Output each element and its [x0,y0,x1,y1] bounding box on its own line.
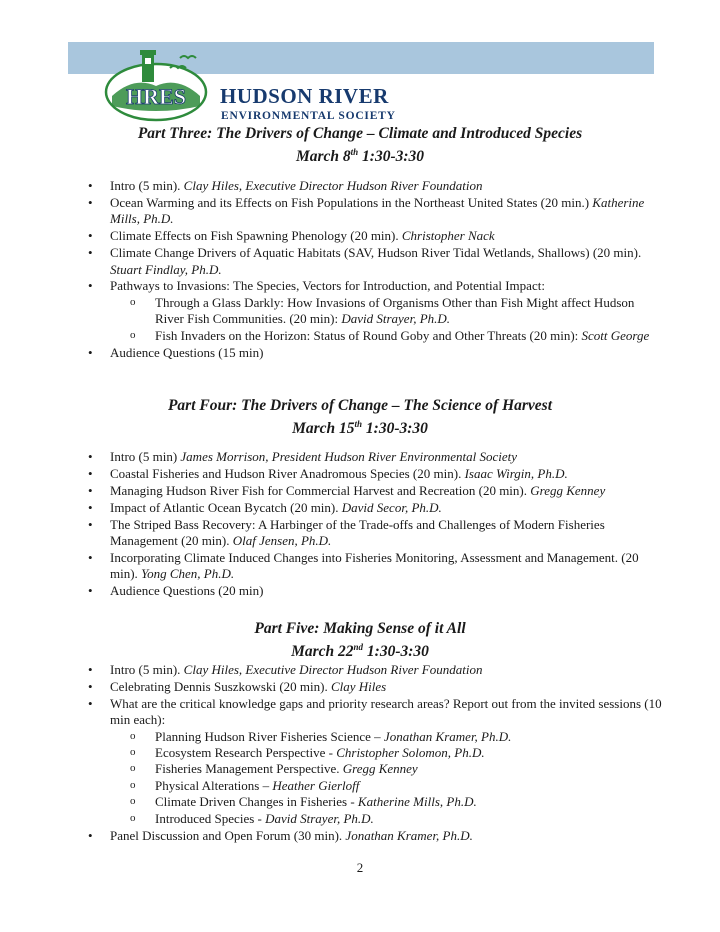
list-item: • Incorporating Climate Induced Changes into Fisheries Monitoring, Assessment and Management. (20 min). Yong Chen, Ph.D. [88,550,662,583]
list-item: • Celebrating Dennis Suszkowski (20 min). Clay Hiles [88,679,662,695]
sub-list-item: o Through a Glass Darkly: How Invasions of Organisms Other than Fish Might affect Hudson River Fish Communities. (20 min): David Strayer, Ph.D. [110,295,662,328]
list-item: • Intro (5 min). Clay Hiles, Executive Director Hudson River Foundation [88,178,662,194]
list-item: • Audience Questions (15 min) [88,345,662,361]
org-name [220,84,396,122]
part5-heading [0,619,720,661]
org-name-line2: ENVIRONMENTAL SOCIETY [221,110,396,122]
list-item: • What are the critical knowledge gaps and priority research areas? Report out from the invited sessions (10 min each): o Planning Hudson River Fisheries Science – Jonathan Kramer, Ph.D. o Ecosystem Research Perspective - Christopher Solomon, Ph.D. o Fisheries Management Perspective. Gregg Kenney o Physical Alterations – Heather Gierloff o Climate Driven Changes in Fisheries - Katherine Mills, Ph.D. o Introduced Species - David Strayer, Ph.D. [88,696,662,827]
part3-date: March 8th 1:30-3:30 [295,147,425,166]
list-item: • Impact of Atlantic Ocean Bycatch (20 min). David Secor, Ph.D. [88,500,662,516]
sub-list-item: o Physical Alterations – Heather Gierloff [110,778,662,794]
sub-list-item: o Ecosystem Research Perspective - Christopher Solomon, Ph.D. [110,745,662,761]
list-item: • Panel Discussion and Open Forum (30 min). Jonathan Kramer, Ph.D. [88,828,662,844]
sub-list-item: o Fish Invaders on the Horizon: Status of Round Goby and Other Threats (20 min): Scott George [110,328,662,344]
sub-list-item: o Planning Hudson River Fisheries Science – Jonathan Kramer, Ph.D. [110,729,662,745]
sub-list-item: o Introduced Species - David Strayer, Ph.D. [110,811,662,827]
part4-heading [0,396,720,438]
org-name-line1: HUDSON RIVER [220,84,389,108]
list-item: • Intro (5 min). Clay Hiles, Executive Director Hudson River Foundation [88,662,662,678]
list-item: • Pathways to Invasions: The Species, Vectors for Introduction, and Potential Impact: o Through a Glass Darkly: How Invasions of Organisms Other than Fish Might affect Hudson River Fish Communities. (20 min): David Strayer, Ph.D. o Fish Invaders on the Horizon: Status of Round Goby and Other Threats (20 min): Scott George [88,278,662,344]
sub-list-item: o Climate Driven Changes in Fisheries - Katherine Mills, Ph.D. [110,794,662,810]
part4-title: Part Four: The Drivers of Change – The Science of Harvest [167,397,553,414]
sub-list-item: o Fisheries Management Perspective. Gregg Kenney [110,761,662,777]
part3-sublist [110,295,662,344]
logo-text: HRES [126,84,186,109]
list-item: • Audience Questions (20 min) [88,583,662,599]
list-item: • Climate Change Drivers of Aquatic Habitats (SAV, Hudson River Tidal Wetlands, Shallows) (20 min). Stuart Findlay, Ph.D. [88,245,662,278]
list-item: • Managing Hudson River Fish for Commercial Harvest and Recreation (20 min). Gregg Kenney [88,483,662,499]
part3-list [88,178,662,361]
part3-heading [0,124,720,166]
part5-date: March 22nd 1:30-3:30 [291,642,429,661]
page-number: 2 [356,860,364,875]
part5-title: Part Five: Making Sense of it All [254,620,466,637]
list-item: • Ocean Warming and its Effects on Fish Populations in the Northeast United States (20 min.) Katherine Mills, Ph.D. [88,195,662,228]
part5-list [88,662,662,844]
list-item: • The Striped Bass Recovery: A Harbinger of the Trade-offs and Challenges of Modern Fisheries Management (20 min). Olaf Jensen, Ph.D. [88,517,662,550]
list-item: • Climate Effects on Fish Spawning Phenology (20 min). Christopher Nack [88,228,662,244]
part5-sublist [110,729,662,827]
list-item: • Coastal Fisheries and Hudson River Anadromous Species (20 min). Isaac Wirgin, Ph.D. [88,466,662,482]
list-item: • Intro (5 min) James Morrison, President Hudson River Environmental Society [88,449,662,465]
part4-list [88,449,662,600]
part4-date: March 15th 1:30-3:30 [292,419,428,438]
hres-logo [104,46,224,122]
part3-title: Part Three: The Drivers of Change – Climate and Introduced Species [137,125,583,142]
